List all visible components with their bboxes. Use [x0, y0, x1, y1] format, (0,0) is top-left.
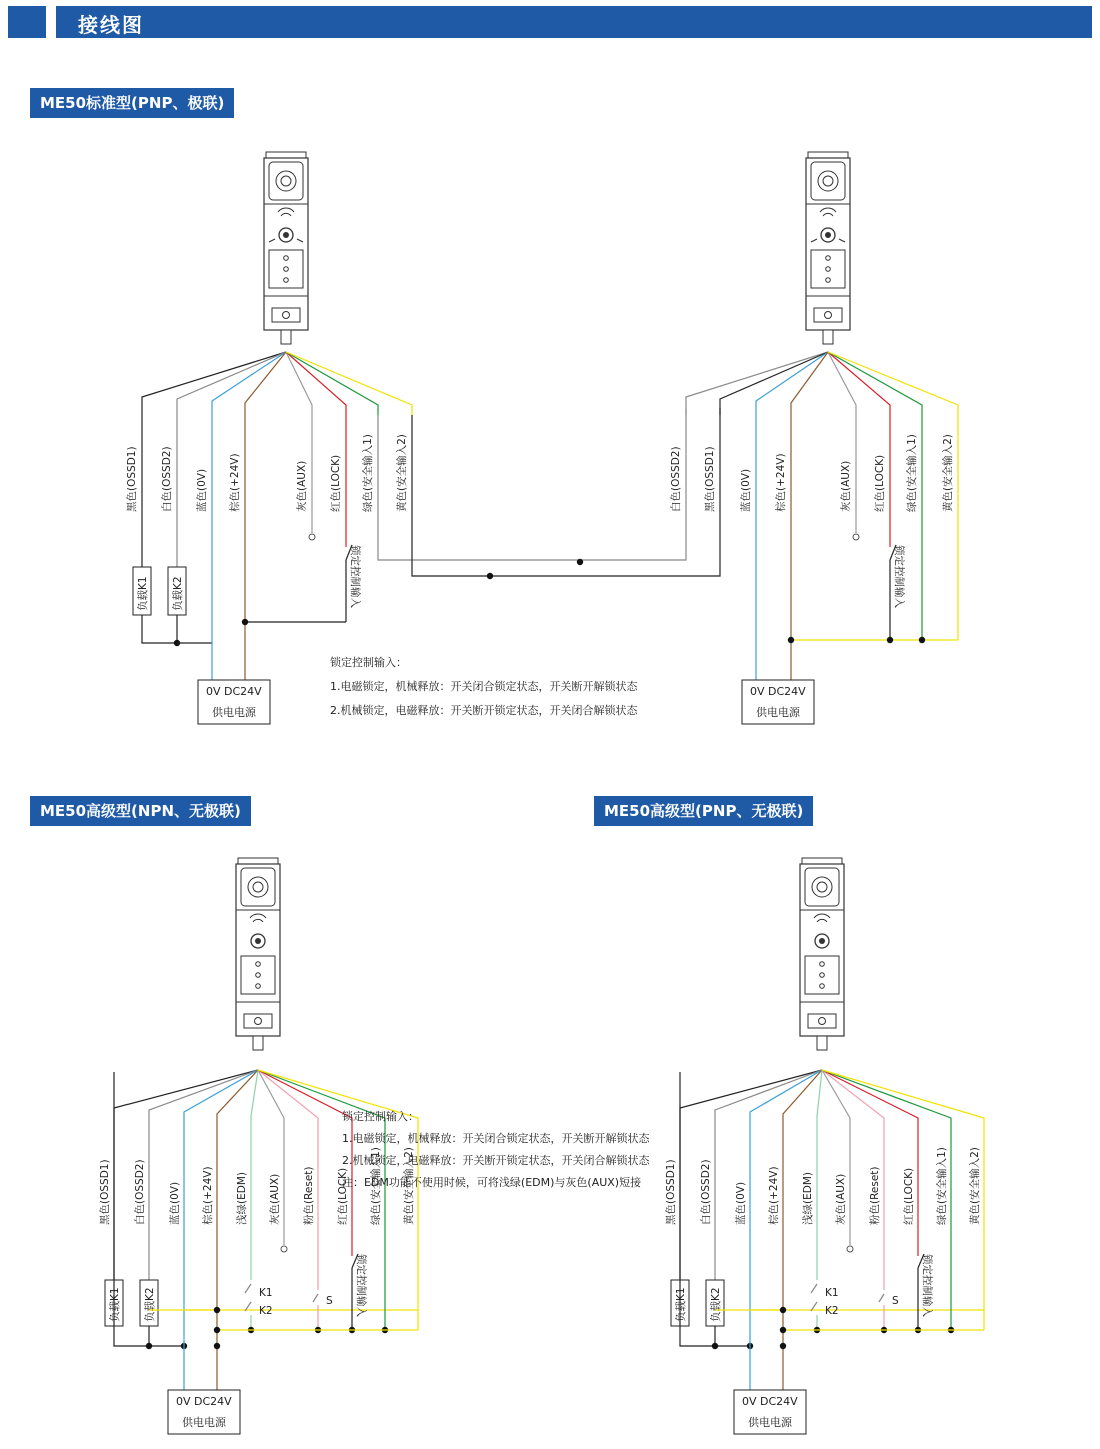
status-led-icon	[820, 984, 825, 989]
note-line: 注：EDM功能不使用时候，可将浅绿(EDM)与灰色(AUX)短接	[342, 1176, 642, 1189]
wire-white	[177, 352, 286, 415]
wire-label-brown: 棕色(+24V)	[229, 453, 241, 512]
aux-terminal-icon	[281, 1246, 287, 1252]
status-led-icon	[256, 973, 261, 978]
wire-green	[822, 1070, 951, 1128]
sensor-inner-icon	[253, 882, 263, 892]
status-led-icon	[284, 256, 289, 261]
load-label: 负载K2	[144, 1287, 156, 1322]
wire-label-brown: 棕色(+24V)	[202, 1166, 214, 1225]
junction-dot	[487, 573, 493, 579]
wire-label-black: 黑色(OSSD1)	[126, 446, 138, 512]
wire-blue	[184, 1070, 258, 1128]
reset-switch-icon	[879, 1294, 884, 1302]
power-supply-label: 供电电源	[212, 706, 256, 719]
key-lock-center-icon	[283, 232, 289, 238]
wire-label-blue: 蓝色(0V)	[740, 468, 752, 512]
status-led-icon	[284, 278, 289, 283]
wire-label-white: 白色(OSSD2)	[161, 446, 173, 512]
junction-dot	[780, 1307, 786, 1313]
wire-label-red: 红色(LOCK)	[903, 1167, 915, 1225]
mount-hole-icon	[255, 1018, 262, 1025]
wire-label-white: 白色(OSSD2)	[700, 1159, 712, 1225]
aux-terminal-icon	[309, 534, 315, 540]
load-label: 负载K1	[109, 1287, 121, 1322]
junction-dot	[780, 1327, 786, 1333]
wire-label-white: 白色(OSSD2)	[670, 446, 682, 512]
wire-label-red: 红色(LOCK)	[330, 454, 342, 512]
status-led-icon	[284, 267, 289, 272]
wire-red	[828, 352, 890, 415]
wire-label-green: 绿色(安全输入1)	[906, 434, 918, 512]
power-supply-label: 供电电源	[748, 1416, 792, 1429]
wire-red	[822, 1070, 918, 1128]
mount-hole-icon	[283, 312, 290, 319]
key-lock-center-icon	[255, 938, 261, 944]
status-led-icon	[826, 256, 831, 261]
wire-label-green: 绿色(安全输入1)	[362, 434, 374, 512]
wire-label-red: 红色(LOCK)	[337, 1167, 349, 1225]
status-led-icon	[256, 984, 261, 989]
cable-gland	[253, 1036, 263, 1050]
junction-dot	[146, 1343, 152, 1349]
junction-dot	[214, 1307, 220, 1313]
wire-lightgreen	[817, 1070, 822, 1128]
wire-label-yellow: 黄色(安全输入2)	[942, 434, 954, 512]
wire-label-green: 绿色(安全输入1)	[370, 1147, 382, 1225]
status-led-icon	[820, 973, 825, 978]
junction-dot	[788, 637, 794, 643]
sensor-inner-icon	[281, 176, 291, 186]
section-title-standard-pnp: ME50标准型(PNP、极联)	[30, 88, 234, 118]
section-title-advanced-pnp: ME50高级型(PNP、无极联)	[594, 796, 813, 826]
wire-label-lightgreen: 浅绿(EDM)	[802, 1172, 814, 1225]
lock-switch-label: 锁定控制输入	[355, 1254, 367, 1317]
status-led-icon	[820, 962, 825, 967]
wire-red	[258, 1070, 352, 1128]
wire-label-pink: 粉色(Reset)	[869, 1166, 881, 1225]
junction-dot	[214, 1343, 220, 1349]
wire-label-blue: 蓝色(0V)	[169, 1181, 181, 1225]
power-supply-label: 供电电源	[756, 706, 800, 719]
cable-gland	[823, 330, 833, 344]
wire-green	[828, 352, 922, 415]
note-line: 1.电磁锁定，机械释放：开关闭合锁定状态，开关断开解锁状态	[330, 680, 638, 693]
reset-switch-label: S	[892, 1295, 899, 1307]
power-voltage-label: 0V DC24V	[750, 685, 806, 698]
reset-switch-label: S	[326, 1295, 333, 1307]
wire-label-pink: 粉色(Reset)	[303, 1166, 315, 1225]
wire-yellow	[828, 352, 958, 415]
lock-switch-label: 锁定控制输入	[349, 545, 361, 608]
wire-label-black: 黑色(OSSD1)	[99, 1159, 111, 1225]
wire-label-blue: 蓝色(0V)	[196, 468, 208, 512]
safety-switch-device	[806, 152, 850, 344]
junction-dot	[577, 559, 583, 565]
safety-switch-device	[264, 152, 308, 344]
wire-label-brown: 棕色(+24V)	[768, 1166, 780, 1225]
cable-gland	[817, 1036, 827, 1050]
wire-label-gray: 灰色(AUX)	[835, 1173, 847, 1225]
key-lock-center-icon	[825, 232, 831, 238]
power-supply-label: 供电电源	[182, 1416, 226, 1429]
wire-blue	[212, 352, 286, 415]
status-led-icon	[826, 267, 831, 272]
status-led-icon	[826, 278, 831, 283]
wire-black	[114, 1070, 258, 1128]
lock-switch-label: 锁定控制输入	[921, 1254, 933, 1317]
wire-black-return	[142, 615, 177, 643]
wire-label-yellow: 黄色(安全输入2)	[969, 1147, 981, 1225]
wire-label-lightgreen: 浅绿(EDM)	[236, 1172, 248, 1225]
sensor-inner-icon	[817, 882, 827, 892]
wire-label-blue: 蓝色(0V)	[735, 1181, 747, 1225]
wire-label-gray: 灰色(AUX)	[269, 1173, 281, 1225]
notes-title: 锁定控制输入：	[342, 1110, 419, 1123]
load-label: 负载K1	[137, 576, 149, 611]
wire-cascade-green	[378, 408, 686, 560]
sensor-inner-icon	[823, 176, 833, 186]
wire-blue	[750, 1070, 822, 1128]
section-title-advanced-npn: ME50高级型(NPN、无极联)	[30, 796, 251, 826]
load-label: 负载K2	[710, 1287, 722, 1322]
reset-switch-icon	[313, 1294, 318, 1302]
key-lock-center-icon	[819, 938, 825, 944]
wire-label-gray: 灰色(AUX)	[296, 460, 308, 512]
junction-dot	[919, 637, 925, 643]
mount-hole-icon	[825, 312, 832, 319]
wire-green	[286, 352, 378, 415]
wire-black	[720, 352, 828, 415]
power-voltage-label: 0V DC24V	[176, 1395, 232, 1408]
note-line: 1.电磁锁定，机械释放：开关闭合锁定状态，开关断开解锁状态	[342, 1132, 650, 1145]
wire-label-gray: 灰色(AUX)	[840, 460, 852, 512]
load-label: 负载K1	[675, 1287, 687, 1322]
page-title: 接线图	[78, 13, 144, 37]
edm-k1-contact-icon	[811, 1284, 817, 1293]
junction-dot	[780, 1343, 786, 1349]
edm-k1-label: K1	[259, 1287, 273, 1299]
wire-yellow	[286, 352, 412, 415]
wire-label-black: 黑色(OSSD1)	[665, 1159, 677, 1225]
wire-label-yellow: 黄色(安全输入2)	[396, 434, 408, 512]
power-voltage-label: 0V DC24V	[742, 1395, 798, 1408]
power-voltage-label: 0V DC24V	[206, 685, 262, 698]
junction-dot	[712, 1343, 718, 1349]
cable-gland	[281, 330, 291, 344]
aux-terminal-icon	[847, 1246, 853, 1252]
wire-lightgreen	[251, 1070, 258, 1128]
wire-label-red: 红色(LOCK)	[874, 454, 886, 512]
edm-k2-label: K2	[259, 1305, 273, 1317]
lock-switch-label: 锁定控制输入	[893, 545, 905, 608]
mount-hole-icon	[819, 1018, 826, 1025]
junction-dot	[242, 619, 248, 625]
wire-label-brown: 棕色(+24V)	[775, 453, 787, 512]
wire-label-black: 黑色(OSSD1)	[704, 446, 716, 512]
wire-label-green: 绿色(安全输入1)	[936, 1147, 948, 1225]
wire-blue	[756, 352, 828, 415]
status-led-icon	[256, 962, 261, 967]
note-line: 2.机械锁定，电磁释放：开关断开锁定状态，开关闭合解锁状态	[330, 704, 638, 717]
edm-k1-contact-icon	[245, 1284, 251, 1293]
aux-terminal-icon	[853, 534, 859, 540]
edm-k1-label: K1	[825, 1287, 839, 1299]
wire-label-white: 白色(OSSD2)	[134, 1159, 146, 1225]
load-label: 负载K2	[172, 576, 184, 611]
edm-k2-label: K2	[825, 1305, 839, 1317]
junction-dot	[887, 637, 893, 643]
wire-label-yellow: 黄色(安全输入2)	[403, 1147, 415, 1225]
notes-title: 锁定控制输入：	[330, 656, 407, 669]
junction-dot	[214, 1327, 220, 1333]
wire-red	[286, 352, 346, 415]
wire-black	[680, 1070, 822, 1128]
note-line: 2.机械锁定，电磁释放：开关断开锁定状态，开关闭合解锁状态	[342, 1154, 650, 1167]
